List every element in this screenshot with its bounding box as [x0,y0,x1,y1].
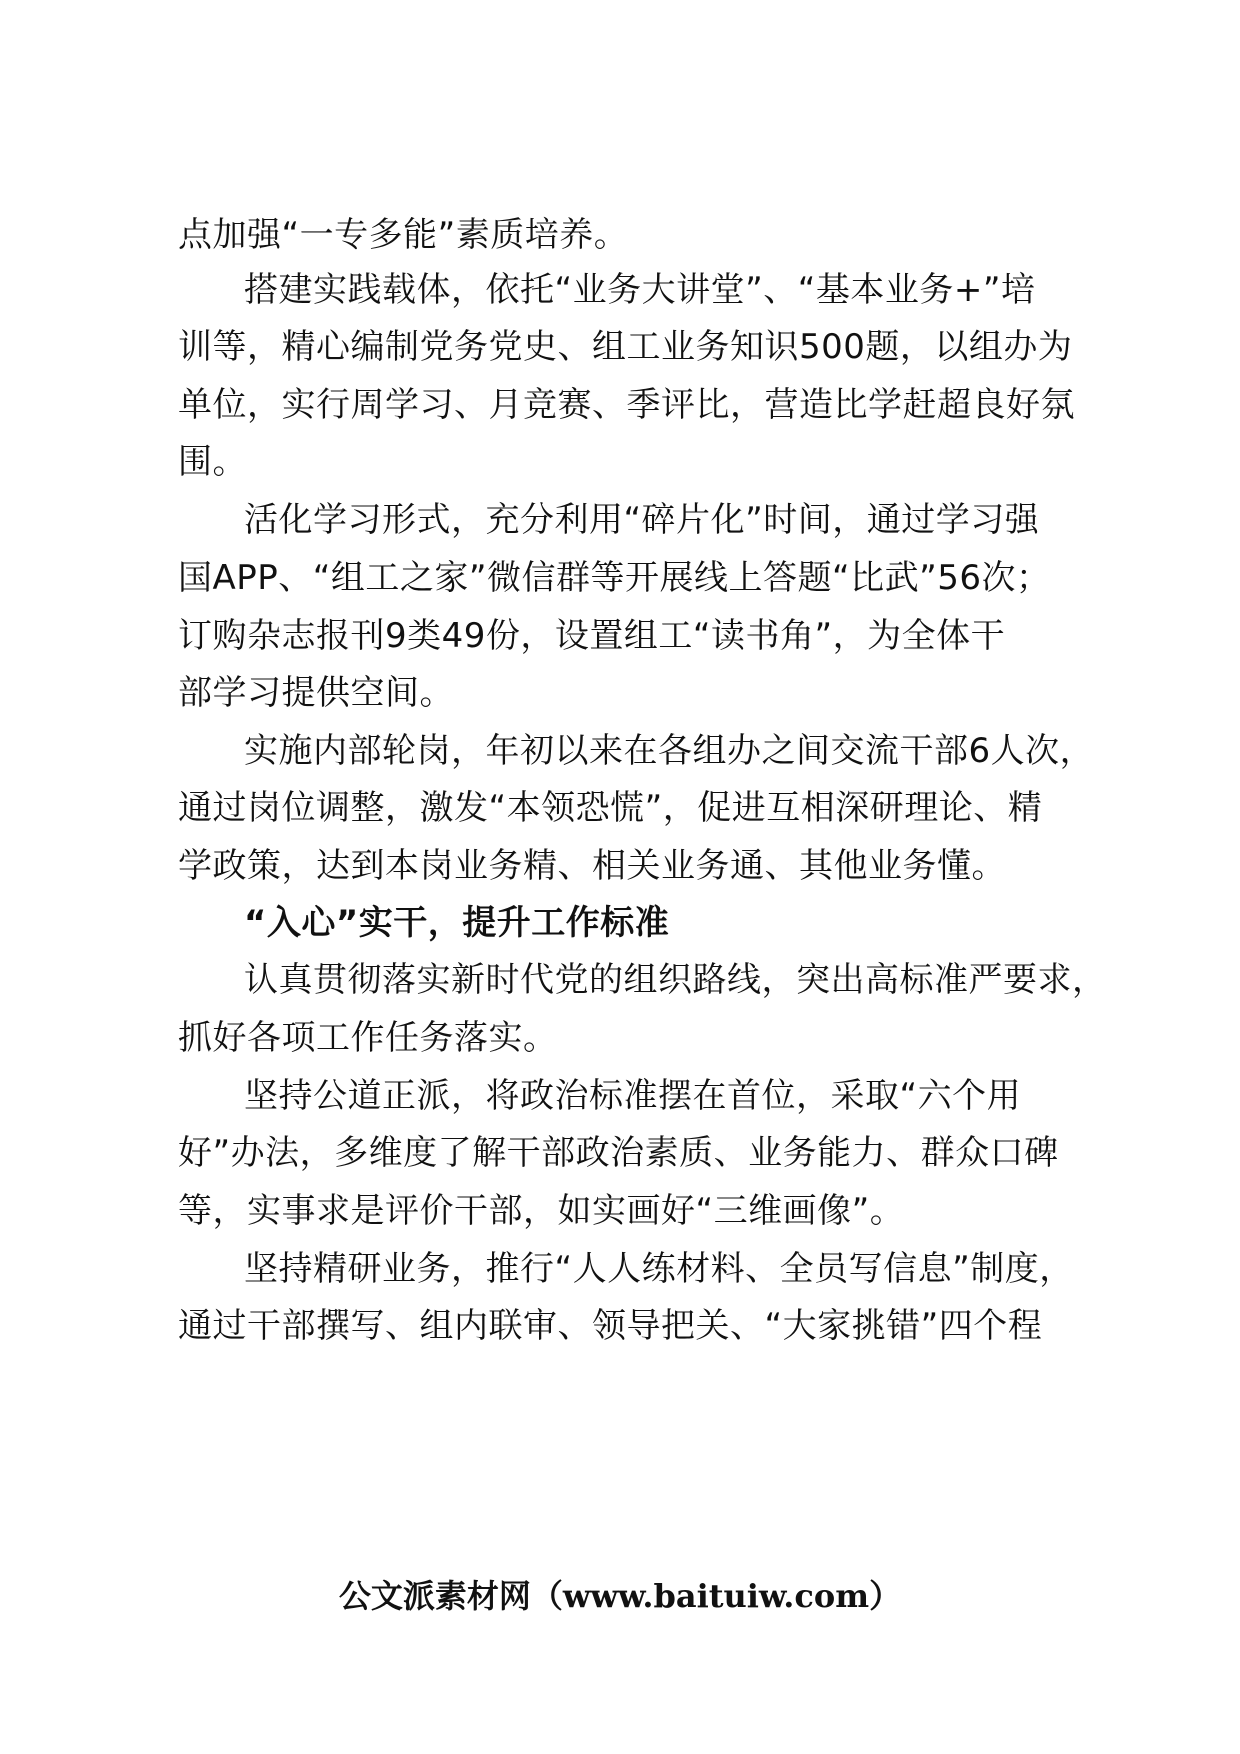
body-text-line: 实施内部轮岗，年初以来在各组办之间交流干部6人次， [244,731,1095,771]
body-text-line: 搭建实践载体，依托“业务大讲堂”、“基本业务+”培 [244,270,1036,310]
body-text-line: 国APP、“组工之家”微信群等开展线上答题“比武”56次； [178,558,1051,598]
body-text-line: 点加强“一专多能”素质培养。 [178,215,629,255]
body-text-line: 坚持精研业务，推行“人人练材料、全员写信息”制度， [244,1249,1074,1289]
body-text-line: 订购杂志报刊9类49份，设置组工“读书角”，为全体干 [178,616,1006,656]
body-text-line: 学政策，达到本岗业务精、相关业务通、其他业务懂。 [178,846,1006,886]
body-text-line: 等，实事求是评价干部，如实画好“三维画像”。 [178,1191,905,1231]
body-text-line: 部学习提供空间。 [178,673,454,713]
body-text-line: 围。 [178,442,247,482]
body-text-line: 通过干部撰写、组内联审、领导把关、“大家挑错”四个程 [178,1306,1043,1346]
body-text-line: 抓好各项工作任务落实。 [178,1018,558,1058]
body-text-line: 单位，实行周学习、月竞赛、季评比，营造比学赶超良好氛 [178,385,1075,425]
body-text-line: 活化学习形式，充分利用“碎片化”时间，通过学习强 [244,500,1040,540]
body-text-line: 坚持公道正派，将政治标准摆在首位，采取“六个用 [244,1076,1022,1116]
body-text-line: 通过岗位调整，激发“本领恐慌”，促进互相深研理论、精 [178,788,1043,828]
section-heading: “入心”实干，提升工作标准 [244,903,670,943]
body-text-line: 训等，精心编制党务党史、组工业务知识500题，以组办为 [178,327,1073,367]
body-text-line: 认真贯彻落实新时代党的组织路线，突出高标准严要求， [244,960,1107,1000]
body-text-line: 好”办法，多维度了解干部政治素质、业务能力、群众口碑 [178,1133,1059,1173]
footer-watermark: 公文派素材网（www.baituiw.com） [338,1577,902,1615]
